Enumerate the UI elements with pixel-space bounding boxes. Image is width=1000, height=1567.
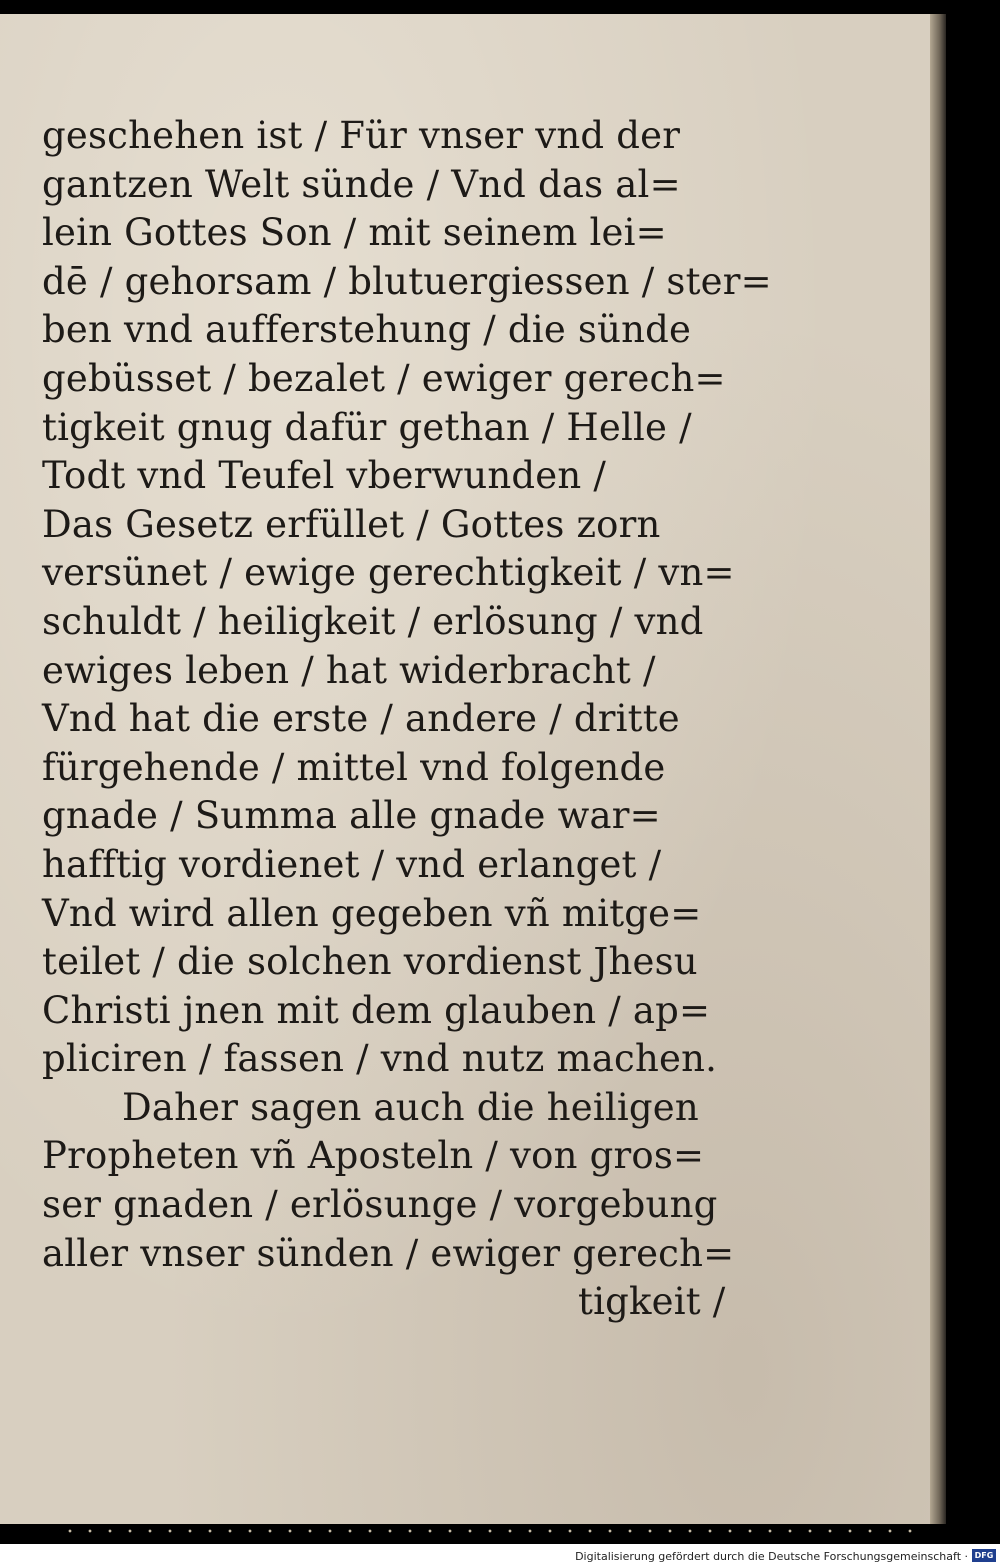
text-line: Vnd wird allen gegeben vñ mitge= — [42, 891, 702, 935]
text-line: schuldt / heiligkeit / erlösung / vnd — [42, 599, 704, 643]
text-line: gebüsset / bezalet / ewiger gerech= — [42, 356, 726, 400]
page-edge — [930, 14, 946, 1524]
text-line: gantzen Welt sünde / Vnd das al= — [42, 162, 681, 206]
text-line: lein Gottes Son / mit seinem lei= — [42, 211, 667, 255]
text-line: gnade / Summa alle gnade war= — [42, 794, 661, 838]
text-line: tigkeit gnug dafür gethan / Helle / — [42, 405, 692, 449]
text-line: Vnd hat die erste / andere / dritte — [42, 697, 680, 741]
text-line: Das Gesetz erfüllet / Gottes zorn — [42, 502, 661, 546]
body-text — [42, 112, 772, 1327]
text-line-paragraph-start: Daher sagen auch die heiligen — [122, 1085, 699, 1129]
page-bottom-edge — [60, 1526, 920, 1536]
text-line: Todt vnd Teufel vberwunden / — [42, 454, 607, 498]
text-line: geschehen ist / Für vnser vnd der — [42, 114, 681, 157]
text-line: hafftig vordienet / vnd erlanget / — [42, 842, 662, 886]
text-line: ben vnd aufferstehung / die sünde — [42, 308, 692, 352]
text-line: ewiges leben / hat widerbracht / — [42, 648, 656, 692]
dfg-logo: DFG — [972, 1549, 996, 1562]
text-line: ser gnaden / erlösunge / vorgebung — [42, 1183, 718, 1227]
text-line: dē / gehorsam / blutuergiessen / ster= — [42, 259, 772, 303]
text-line: Christi jnen mit dem glauben / ap= — [42, 988, 711, 1032]
text-line: fürgehende / mittel vnd folgende — [42, 745, 666, 789]
text-line: aller vnser sünden / ewiger gerech= — [42, 1231, 735, 1275]
text-line: Propheten vñ Aposteln / von gros= — [42, 1134, 705, 1178]
catchword: tigkeit / — [578, 1280, 726, 1324]
funding-note: Digitalisierung gefördert durch die Deutsche Forschungsgemeinschaft · — [575, 1550, 968, 1563]
text-line: pliciren / fassen / vnd nutz machen. — [42, 1037, 718, 1081]
text-line: teilet / die solchen vordienst Jhesu — [42, 940, 698, 984]
text-line: versünet / ewige gerechtigkeit / vn= — [42, 551, 735, 595]
